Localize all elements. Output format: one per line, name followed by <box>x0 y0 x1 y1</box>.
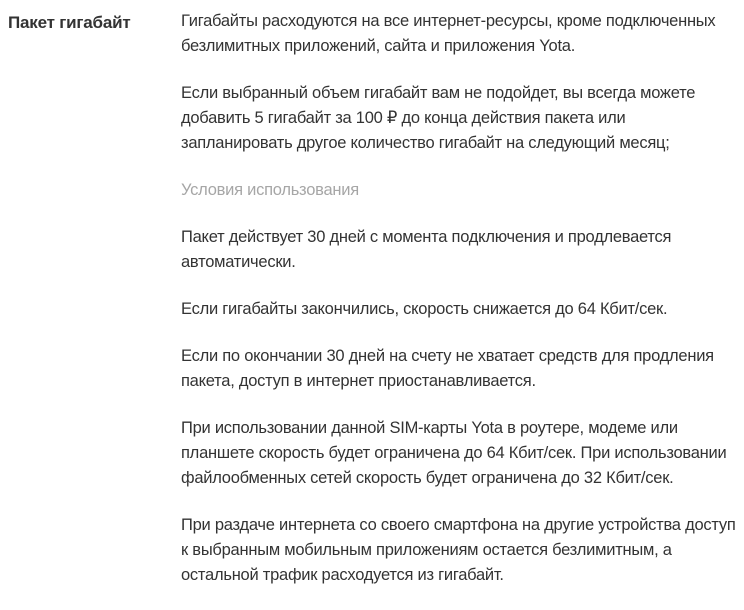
condition-paragraph: При раздаче интернета со своего смартфона на другие устройства доступ к выбранным мобильным приложениям остается безлимитным, а остальной трафик расходуется из гигабайт. <box>181 516 736 584</box>
condition-paragraph: Если по окончании 30 дней на счету не хватает средств для продления пакета, доступ в интернет приостанавливается. <box>181 347 714 390</box>
condition-paragraph: При использовании данной SIM-карты Yota в роутере, модеме или планшете скорость будет ограничена до 64 Кбит/сек. При использовании файлообменных сетей скорость будет ограничена до 32 Кбит/сек. <box>181 419 727 487</box>
term-column <box>8 9 181 35</box>
intro-paragraph: Если выбранный объем гигабайт вам не подойдет, вы всегда можете добавить 5 гигабайт за 100 ₽ до конца действия пакета или запланировать другое количество гигабайт на следующий месяц; <box>181 84 696 152</box>
description-column <box>181 9 741 610</box>
intro-paragraph: Гигабайты расходуются на все интернет-ресурсы, кроме подключенных безлимитных приложений, сайта и приложения Yota. <box>181 12 716 55</box>
package-term-label: Пакет гигабайт <box>8 13 131 32</box>
condition-paragraph: Пакет действует 30 дней с момента подключения и продлевается автоматически. <box>181 228 672 271</box>
conditions-subheading: Условия использования <box>181 181 359 199</box>
condition-paragraph: Если гигабайты закончились, скорость снижается до 64 Кбит/сек. <box>181 300 668 318</box>
